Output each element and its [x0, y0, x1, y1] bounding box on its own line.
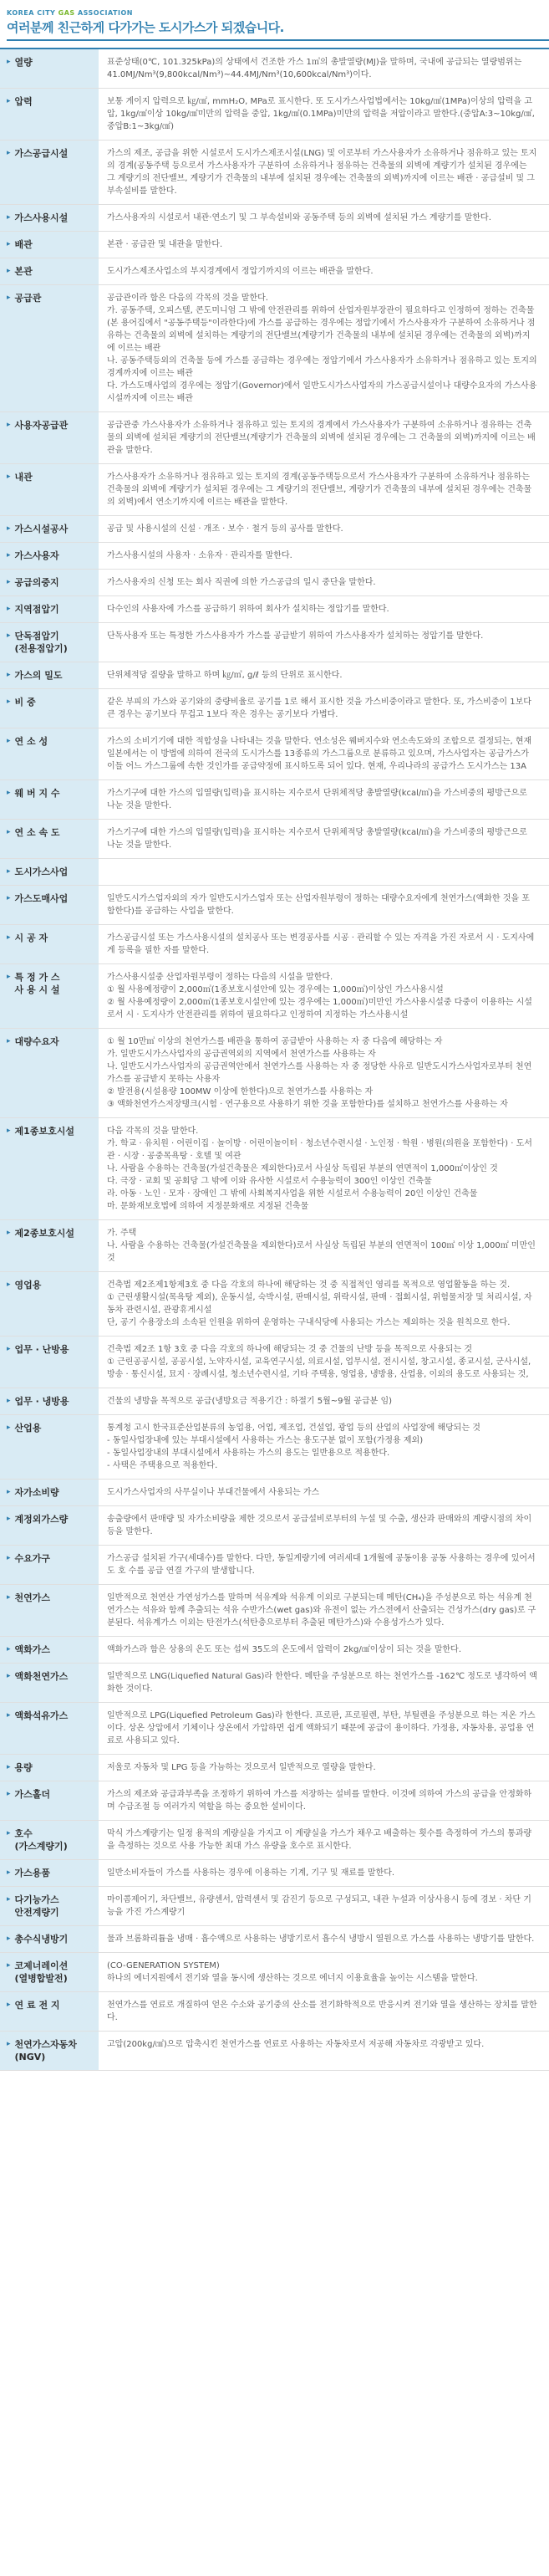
bullet-icon: ▸	[7, 1763, 11, 1771]
glossary-row	[0, 886, 549, 925]
glossary-row	[0, 232, 549, 258]
bullet-icon: ▸	[7, 867, 11, 876]
term-label: 단독점압기 (전용점압기)	[14, 631, 68, 654]
glossary-row	[0, 780, 549, 820]
glossary-row	[0, 1755, 549, 1781]
term-cell	[0, 1272, 99, 1336]
definition-cell: 건축법 제2조제1항제3호 중 다음 각호의 하나에 해당하는 것 중 직접적인 영리를 목적으로 영업활동을 하는 것. ① 근린생활시설(목욕탕 제외), 운동시설, 숙박시설, 판매시설, 위락시설, 판매 · 접회시설, 위험물저장 및 처리시설, 자동차 관련시설, 관광휴게시설 단, 공기 수용장소의 소속된 인원을 위하여 운영하는 구내식당에 사용되는 가스는 제외하는 것을 원칙으로 한다.	[107, 1280, 532, 1327]
term-cell	[0, 285, 99, 411]
definition-cell: 일반도시가스업자외의 자가 일반도시가스업자 또는 산업자원부령이 정하는 대량수요자에게 천연가스(액화한 것을 포함한다)를 공급하는 사업을 말한다.	[107, 894, 530, 916]
bullet-icon: ▸	[7, 524, 11, 533]
glossary-row	[0, 1887, 549, 1926]
bullet-icon: ▸	[7, 1345, 11, 1353]
term-label: 압력	[14, 96, 33, 107]
term-cell	[0, 1992, 99, 2031]
bullet-icon: ▸	[7, 213, 11, 222]
term-cell	[0, 1781, 99, 1820]
definition-cell: 보통 게이지 압력으로 ㎏/㎠, mmH₂O, MPa로 표시한다. 또 도시가스사업법에서는 10kg/㎠(1MPa)이상의 압력을 고압, 1kg/㎠이상 10kg/㎠미만의 압력을 중압, 1kg/㎠(0.1MPa)미만의 압력을 저압이라고 말한다.(중압A:3~10kg/㎠, 중압B:1~3kg/㎠)	[107, 97, 535, 131]
definition-cell	[99, 859, 549, 885]
term-label: 연 소 성	[14, 736, 48, 747]
definition-cell: 천연가스를 연료로 개질하여 얻은 수소와 공기중의 산소를 전기화학적으로 반응시켜 전기와 열을 생산하는 장치를 말한다.	[107, 2001, 537, 2022]
bullet-icon: ▸	[7, 2040, 11, 2048]
definition-cell: (CO-GENERATION SYSTEM) 하나의 에너지원에서 전기와 열을 동시에 생산하는 것으로 에너지 이용효율을 높이는 시스템을 말한다.	[107, 1961, 478, 1983]
definition-cell: 일반소비자들이 가스를 사용하는 경우에 이용하는 기계, 기구 및 재료를 말한다.	[107, 1868, 395, 1878]
glossary-row	[0, 820, 549, 859]
definition-cell: 고압(200kg/㎠)으로 압축시킨 천연가스를 연료로 사용하는 자동차로서 저공해 자동차로 각광받고 있다.	[107, 2040, 485, 2049]
term-cell	[0, 1029, 99, 1117]
bullet-icon: ▸	[7, 1935, 11, 1943]
bullet-icon: ▸	[7, 1037, 11, 1045]
term-cell	[0, 780, 99, 819]
glossary-row	[0, 1118, 549, 1220]
definition-cell: 건축법 제2조 1항 3호 중 다음 각호의 하나에 해당되는 것 중 건물의 난방 등을 목적으로 사용되는 것 ① 근린공공시설, 공공시설, 노약자시설, 교육연구시설, 의료시설, 업무시설, 전시시설, 창고시설, 종교시설, 군사시설, 방송 · 통신시설, 묘지 · 장례시설, 청소년수련시설, 기타 주택용, 영업용, 냉방용, 산업용, 이외의 용도로 사용되는 것,	[107, 1345, 531, 1379]
definition-cell: 가스사용자가 소유하거나 점유하고 있는 토지의 경계(공동주택등으로서 가스사용자가 구분하여 소유하거나 점유하는 건축물의 외벽에 계량기가 설치된 경우에는 그 계량기의 전단밸브, 계량기가 건축물의 내부에 설치된 경우에는 건축물의 외벽)에서 연소기까지에 이르는 배관을 말한다.	[107, 473, 532, 507]
glossary-row	[0, 1272, 549, 1337]
term-cell	[0, 1887, 99, 1925]
glossary-row	[0, 516, 549, 543]
term-label: 특 정 가 스 사 용 시 설	[14, 972, 60, 995]
definition-cell: 가. 주택 나. 사람을 수용하는 건축물(가설건축물을 제외한다)로서 사실상 독립된 부분의 연면적이 100㎡ 이상 1,000㎡ 미만인 것	[107, 1229, 536, 1263]
term-cell	[0, 925, 99, 963]
definition-cell: 가스사용시설의 사용자 · 소유자 · 관리자를 말한다.	[107, 551, 292, 560]
definition-cell: 일반적으로 LPG(Liquefied Petroleum Gas)라 한한다. 프로판, 프로필렌, 부탄, 부틸렌을 주성분으로 하는 저온 가스 이다. 상온 상압에서 기체이나 상온에서 가압하면 쉽게 액화되기 때문에 공급이 용이하다. 가정용, 자동차용, 공업용 연료로 사용되고 있다.	[107, 1711, 536, 1745]
term-label: 용량	[14, 1762, 33, 1773]
bullet-icon: ▸	[7, 578, 11, 586]
glossary-row	[0, 1220, 549, 1272]
association-name: KOREA CITY GAS ASSOCIATION	[7, 9, 133, 17]
term-cell	[0, 1637, 99, 1663]
term-label: 천연가스자동차 (NGV)	[14, 2039, 77, 2062]
glossary-row	[0, 1546, 549, 1585]
definition-cell: 가스의 제조, 공급을 위한 시설로서 도시가스제조시설(LNG) 및 이로부터 가스사용자가 소유하거나 점유하고 있는 토지의 경계(공동주택 등으로서 가스사용자가 구분하여 소유하거나 점유하는 건축물의 외벽에 계량기가 설치된 경우에는 그 계량기의 전단밸브, 계량기가 건축물의 내부에 설치된 경우에는 건축물의 외벽)까지에 이르는 배관 · 공급설비 및 그 부속설비를 말한다.	[107, 149, 537, 196]
term-label: 가스홀더	[14, 1789, 51, 1800]
bullet-icon: ▸	[7, 605, 11, 613]
term-label: 자가소비량	[14, 1487, 59, 1498]
glossary-row	[0, 1664, 549, 1703]
definition-cell: 단독사용자 또는 특정한 가스사용자가 가스를 공급받기 위하여 가스사용자가 설치하는 정압기를 말한다.	[107, 631, 484, 641]
glossary-row	[0, 1585, 549, 1637]
bullet-icon: ▸	[7, 1961, 11, 1970]
glossary-row	[0, 464, 549, 516]
bullet-icon: ▸	[7, 1895, 11, 1904]
definition-cell: 가스공급시설 또는 가스사용시설의 설치공사 또는 변경공사를 시공 · 관리할 수 있는 자격을 가진 자로서 시 · 도지사에게 등록을 필한 자를 말한다.	[107, 933, 535, 955]
term-label: 제2종보호시설	[14, 1228, 74, 1239]
definition-cell: 도시가스제조사업소의 부지경계에서 정압기까지의 이르는 배관을 말한다.	[107, 267, 374, 276]
term-label: 가스사용자	[14, 550, 59, 561]
term-label: 영업용	[14, 1280, 42, 1291]
term-label: 열량	[14, 57, 33, 68]
term-label: 액화천연가스	[14, 1671, 69, 1682]
glossary-row	[0, 1992, 549, 2032]
term-cell	[0, 1664, 99, 1702]
bullet-icon: ▸	[7, 97, 11, 105]
definition-cell: 마이콤제어기, 차단밸브, 유량센서, 압력센서 및 감진기 등으로 구성되고, 내관 누설과 이상사용시 등에 경보 · 차단 기능을 가진 가스계량기	[107, 1895, 531, 1917]
term-cell	[0, 1480, 99, 1505]
definition-cell: 액화가스라 함은 상용의 온도 또는 섭씨 35도의 온도에서 압력이 2kg/㎠이상이 되는 것을 말한다.	[107, 1645, 462, 1654]
term-cell	[0, 2032, 99, 2070]
definition-cell: 저울로 자동차 및 LPG 등을 가늠하는 것으로서 일반적으로 열량을 말한다.	[107, 1763, 376, 1772]
term-cell	[0, 1118, 99, 1219]
bullet-icon: ▸	[7, 671, 11, 679]
term-cell	[0, 1415, 99, 1479]
term-label: 본관	[14, 266, 33, 277]
term-label: 공급관	[14, 293, 42, 304]
definition-cell: 다수인의 사용자에 가스를 공급하기 위하여 회사가 설치하는 정압기를 말한다.	[107, 605, 389, 614]
term-label: 대량수요자	[14, 1036, 59, 1047]
glossary-row	[0, 570, 549, 596]
term-cell	[0, 1860, 99, 1886]
definition-cell: 건물의 냉방을 목적으로 공급(냉방요금 적용기간 : 하절기 5월~9월 공급분 임)	[107, 1397, 393, 1406]
bullet-icon: ▸	[7, 1711, 11, 1720]
definition-cell: 공급관이라 함은 다음의 각목의 것을 말한다. 가. 공동주택, 오피스텔, 콘도미니엄 그 밖에 안전관리를 위하여 산업자원부장관이 필요하다고 인정하여 정하는 건축물(본 용어집에서 "공동주택등"이라한다)에 가스를 공급하는 경우에는 정압기에서 가스사용자가 구분하여 소유하거나 점유하는 건축물의 외벽에 설치하는 계량기의 전단밸브(계량기가 건축물의 내부에 설치된 경우에는 건축물의 외벽)까지에 이르는 배관 나. 공동주택등외의 건축물 등에 가스를 공급하는 경우에는 정압기에서 가스사용자가 소유하거나 점유하고 있는 토지의 경계까지에 이르는 배관 다. 가스도매사업의 경우에는 정압기(Governor)에서 일반도시가스사업자의 가스공급시설이나 대량수요자의 가스사용시설까지에 이르는 배관	[107, 294, 537, 403]
glossary-row	[0, 1029, 549, 1118]
glossary-row	[0, 89, 549, 141]
term-label: 액화석유가스	[14, 1710, 69, 1721]
term-label: 시 공 자	[14, 933, 48, 943]
definition-cell: 공급 및 사용시설의 신설 · 개조 · 보수 · 철거 등의 공사를 말한다.	[107, 524, 343, 534]
bullet-icon: ▸	[7, 58, 11, 66]
term-cell	[0, 1388, 99, 1414]
term-cell	[0, 886, 99, 924]
glossary-row	[0, 1337, 549, 1388]
term-label: 배관	[14, 239, 33, 250]
bullet-icon: ▸	[7, 1593, 11, 1602]
definition-cell: 가스공급 설치된 가구(세대수)를 말한다. 다만, 동일계량기에 여러세대 1개월에 공동이용 공동 사용하는 경우에 있어서도 호 수를 공급 연결 가구의 발생합니다.	[107, 1554, 536, 1576]
glossary-row	[0, 1637, 549, 1664]
term-label: 연 소 속 도	[14, 827, 60, 838]
term-label: 업무 · 냉방용	[14, 1396, 69, 1407]
page-header	[0, 0, 549, 48]
bullet-icon: ▸	[7, 551, 11, 560]
bullet-icon: ▸	[7, 2001, 11, 2009]
definition-cell: 도시가스사업자의 사무실이나 부대건물에서 사용되는 가스	[107, 1488, 320, 1497]
term-cell	[0, 1546, 99, 1584]
bullet-icon: ▸	[7, 1790, 11, 1798]
term-label: 공급의중지	[14, 577, 59, 588]
term-cell	[0, 662, 99, 688]
bullet-icon: ▸	[7, 631, 11, 640]
term-cell	[0, 141, 99, 204]
glossary-row	[0, 1860, 549, 1887]
term-cell	[0, 543, 99, 569]
term-label: 지역점압기	[14, 604, 59, 615]
glossary-row	[0, 141, 549, 205]
term-label: 가스시설공사	[14, 524, 69, 534]
term-cell	[0, 820, 99, 858]
term-label: 도시가스사업	[14, 866, 69, 877]
definition-cell: 같은 부피의 가스와 공기와의 중량비율로 공기를 1로 해서 표시한 것을 가스비중이라고 말한다. 또, 가스비중이 1보다 큰 경우는 공기보다 무겁고 1보다 작은 경우는 공기보다 가볍다.	[107, 698, 531, 719]
bullet-icon: ▸	[7, 240, 11, 248]
term-label: 가스공급시설	[14, 148, 69, 159]
term-cell	[0, 258, 99, 284]
term-label: 내관	[14, 472, 33, 483]
definition-cell: 가스의 소비기기에 대한 적합성을 나타내는 것을 말한다. 연소성은 웨버지수와 연소속도와의 조합으로 결정되는, 현재 일본에서는 이 방법에 의하여 전국의 도시가스를 13종류의 가스그룹으로 분류하고 있으며, 가스사업자는 공급가스가 이들 어느 가스그룹에 속한 것인가를 공급약정에 표시하도록 되어 있다. 현재, 우리나라의 공급가스 도시가스는 13A	[107, 737, 532, 771]
bullet-icon: ▸	[7, 894, 11, 902]
header-divider	[7, 39, 549, 41]
term-label: 천연가스	[14, 1592, 51, 1603]
term-label: 코제너레이션 (열병합발전)	[14, 1960, 69, 1984]
glossary-row	[0, 2032, 549, 2071]
term-cell	[0, 1506, 99, 1545]
definition-cell: 표준상태(0℃, 101.325kPa)의 상태에서 건조한 가스 1㎥의 총발열량(MJ)을 말하며, 국내에 공급되는 열량범위는 41.0MJ/Nm³(9,800kcal/Nm³)~44.4MJ/Nm³(10,600kcal/Nm³)이다.	[107, 58, 522, 79]
term-label: 가스도매사업	[14, 893, 69, 904]
term-label: 산업용	[14, 1423, 42, 1434]
glossary-row	[0, 258, 549, 285]
bullet-icon: ▸	[7, 1829, 11, 1837]
bullet-icon: ▸	[7, 1645, 11, 1653]
term-cell	[0, 596, 99, 622]
glossary-row	[0, 1926, 549, 1953]
definition-cell: 가스사용시설중 산업자원부령이 정하는 다음의 시설을 말한다. ① 월 사용예정량이 2,000㎥(1종보호시설안에 있는 경우에는 1,000㎥)이상인 가스사용시설 ② 월 사용예정량이 2,000㎥(1종보호시설안에 있는 경우에는 1,000㎥)미만인 가스사용시설중 다중이 이용하는 시설로서 시 · 도지사가 안전관리를 위하여 필요하다고 인정하여 지정하는 가스사용시설	[107, 973, 532, 1020]
term-cell	[0, 1703, 99, 1754]
bullet-icon: ▸	[7, 1229, 11, 1237]
definition-cell: 가스기구에 대한 가스의 입열량(입력)을 표시하는 지수로서 단위체적당 총발열량(kcal/㎥)을 가스비중의 평방근으로 나눈 것을 말한다.	[107, 789, 527, 810]
term-cell	[0, 464, 99, 515]
definition-cell: 막식 가스계량기는 일정 용적의 계량실을 가지고 이 계량실을 가스가 채우고 배출하는 횟수를 측정하여 가스의 통과량을 측정하는 것으로 사용 가능한 최대 가스 유량을 호수로 표시한다.	[107, 1829, 532, 1851]
bullet-icon: ▸	[7, 294, 11, 302]
term-cell	[0, 623, 99, 662]
glossary-table	[0, 48, 549, 2071]
bullet-icon: ▸	[7, 421, 11, 429]
glossary-row	[0, 1415, 549, 1480]
page-title: 여러분께 친근하게 다가가는 도시가스가 되겠습니다.	[7, 20, 284, 35]
term-label: 총수식냉방기	[14, 1934, 69, 1945]
bullet-icon: ▸	[7, 1488, 11, 1496]
term-label: 호수 (가스계량기)	[14, 1828, 68, 1852]
term-label: 연 료 전 지	[14, 2000, 60, 2011]
glossary-row	[0, 1781, 549, 1821]
term-label: 비 중	[14, 697, 36, 708]
definition-cell: 공급관중 가스사용자가 소유하거나 점유하고 있는 토지의 경계에서 가스사용자가 구분하여 소유하거나 점유하는 건축물의 외벽에 설치된 계량기의 전단밸브(계량기가 건축물의 외벽에 설치된 경우에는 그 건축물의 외벽)까지에 이르는 배관을 말한다.	[107, 421, 536, 455]
definition-cell: ① 월 10만㎥ 이상의 천연가스를 배관을 통하여 공급받아 사용하는 자 중 다음에 해당하는 자 가. 일반도시가스사업자의 공급권역외의 지역에서 천연가스를 사용하는 자 나. 일반도시가스사업자의 공급권역안에서 천연가스를 사용하는 자 중 정당한 사유로 일반도시가스사업자로부터 천연가스를 공급받지 못하는 사용자 ② 발전용(시설용량 100MW 이상에 한한다)으로 천연가스를 사용하는 자 ③ 액화천연가스저장탱크(시험 · 연구용으로 사용하기 위한 것을 포함한다)를 설치하고 천연가스를 사용하는 자	[107, 1037, 532, 1109]
term-cell	[0, 728, 99, 779]
term-cell	[0, 89, 99, 140]
glossary-row	[0, 1480, 549, 1506]
term-label: 가스용품	[14, 1868, 51, 1878]
bullet-icon: ▸	[7, 473, 11, 481]
bullet-icon: ▸	[7, 737, 11, 745]
glossary-row	[0, 1703, 549, 1755]
definition-cell: 단위체적당 질량을 말하고 하며 ㎏/㎥, g/ℓ 등의 단위로 표시한다.	[107, 671, 343, 680]
bullet-icon: ▸	[7, 1280, 11, 1289]
term-cell	[0, 689, 99, 728]
glossary-row	[0, 1506, 549, 1546]
glossary-row	[0, 925, 549, 964]
glossary-row	[0, 1388, 549, 1415]
term-cell	[0, 205, 99, 231]
term-cell	[0, 516, 99, 542]
term-label: 가스사용시설	[14, 212, 69, 223]
term-label: 업무 · 난방용	[14, 1344, 69, 1355]
glossary-row	[0, 205, 549, 232]
term-cell	[0, 1755, 99, 1781]
term-cell	[0, 964, 99, 1028]
glossary-row	[0, 543, 549, 570]
bullet-icon: ▸	[7, 973, 11, 981]
glossary-row	[0, 1821, 549, 1860]
glossary-row	[0, 859, 549, 886]
bullet-icon: ▸	[7, 1397, 11, 1405]
glossary-row	[0, 412, 549, 464]
definition-cell: 가스의 제조와 공급과부족을 조정하기 위하여 가스를 저장하는 설비를 말한다. 이것에 의하여 가스의 공급을 안정화하며 수급조절 등 여러가지 역할을 하는 중요한 설비이다.	[107, 1790, 532, 1812]
definition-cell: 가스기구에 대한 가스의 입열량(입력)을 표시하는 지수로서 단위체적당 총발열량(kcal/㎥)을 가스비중의 평방근으로 나눈 것을 말한다.	[107, 828, 527, 850]
definition-cell: 일반적으로 LNG(Liquefied Natural Gas)라 한한다. 메탄을 주성분으로 하는 천연가스를 -162℃ 정도로 냉각하여 액화한 것이다.	[107, 1672, 537, 1694]
bullet-icon: ▸	[7, 1868, 11, 1877]
glossary-row	[0, 689, 549, 728]
bullet-icon: ▸	[7, 789, 11, 797]
term-label: 웨 버 지 수	[14, 788, 60, 799]
definition-cell: 본관 · 공급관 및 내관을 말한다.	[107, 240, 223, 249]
term-cell	[0, 49, 99, 88]
term-cell	[0, 859, 99, 885]
glossary-row	[0, 1953, 549, 1992]
glossary-row	[0, 623, 549, 662]
glossary-row	[0, 48, 549, 89]
definition-cell: 가스사용자의 시설로서 내관·연소기 및 그 부속설비와 공동주택 등의 외벽에 설치된 가스 계량기를 말한다.	[107, 213, 491, 222]
bullet-icon: ▸	[7, 149, 11, 157]
bullet-icon: ▸	[7, 1515, 11, 1523]
term-cell	[0, 570, 99, 595]
bullet-icon: ▸	[7, 267, 11, 275]
term-label: 가스의 밀도	[14, 670, 63, 681]
definition-cell: 다음 각목의 것을 말한다. 가. 학교 · 유치원 · 어린이집 · 놀이방 · 어린이놀이터 · 청소년수련시설 · 노인정 · 학원 · 병원(의원을 포함한다) · 도서관 · 시장 · 공중목욕탕 · 호텔 및 여관 나. 사람을 수용하는 건축물(가설건축물은 제외한다)로서 사실상 독립된 부분의 연면적이 1,000㎡이상인 것 다. 극장 · 교회 및 공회당 그 밖에 이와 유사한 시설로서 수용능력이 300인 이상인 건축물 라. 아동 · 노인 · 모자 · 장애인 그 밖에 사회복지사업을 위한 시설로서 수용능력이 20인 이상인 건축물 마. 문화재보호법에 의하여 지정문화재로 지정된 건축물	[107, 1127, 532, 1211]
glossary-row	[0, 596, 549, 623]
bullet-icon: ▸	[7, 1127, 11, 1135]
term-cell	[0, 412, 99, 463]
term-cell	[0, 1337, 99, 1388]
glossary-row	[0, 728, 549, 780]
term-cell	[0, 1821, 99, 1859]
term-cell	[0, 1220, 99, 1271]
term-label: 계정외가스량	[14, 1514, 69, 1525]
bullet-icon: ▸	[7, 698, 11, 706]
definition-cell: 가스사용자의 신청 또는 회사 직권에 의한 가스공급의 일시 중단을 말한다.	[107, 578, 376, 587]
definition-cell: 일반적으로 천연산 가연성가스를 말하며 석유계와 석유계 이외로 구분되는데 메탄(CH₄)을 주성분으로 하는 석유계 천연가스는 석유와 함께 추출되는 석유 수반가스(wet gas)와 유전이 없는 가스전에서 산출되는 건성가스(dry gas)로 구분된다. 석유계가스 이외는 탄전가스(석탄층으로부터 추출된 메탄가스)와 수용성가스가 있다.	[107, 1593, 536, 1628]
term-label: 수요가구	[14, 1553, 51, 1564]
term-label: 사용자공급관	[14, 420, 69, 431]
term-label: 제1종보호시설	[14, 1126, 74, 1137]
bullet-icon: ▸	[7, 828, 11, 836]
term-cell	[0, 1926, 99, 1952]
term-label: 다기능가스 안전계량기	[14, 1894, 59, 1918]
definition-cell: 물과 브롬화리튬을 냉매 · 흡수액으로 사용하는 냉방기로서 흡수식 냉방시 열원으로 가스를 사용하는 냉방기를 말한다.	[107, 1935, 535, 1944]
term-cell	[0, 1953, 99, 1991]
term-cell	[0, 232, 99, 258]
bullet-icon: ▸	[7, 933, 11, 942]
glossary-row	[0, 285, 549, 412]
term-cell	[0, 1585, 99, 1636]
definition-cell: 통계청 고시 한국표준산업분류의 농업용, 어업, 제조업, 건설업, 광업 등의 산업의 사업장에 해당되는 것 - 동일사업장내에 있는 부대시설에서 사용하는 가스는 용도구분 없이 포함(가정용 제외) - 동일사업장내의 부대시설에서 사용하는 가스의 용도는 일반용으로 적용한다. - 사택은 주택용으로 적용한다.	[107, 1423, 480, 1470]
definition-cell: 송출량에서 판매량 및 자가소비량을 제한 것으로서 공급설비로부터의 누설 및 수출, 생산과 판매와의 계량시점의 차이 등을 말한다.	[107, 1515, 532, 1536]
glossary-row	[0, 964, 549, 1029]
glossary-row	[0, 662, 549, 689]
bullet-icon: ▸	[7, 1423, 11, 1432]
bullet-icon: ▸	[7, 1554, 11, 1562]
term-label: 액화가스	[14, 1644, 51, 1655]
bullet-icon: ▸	[7, 1672, 11, 1680]
